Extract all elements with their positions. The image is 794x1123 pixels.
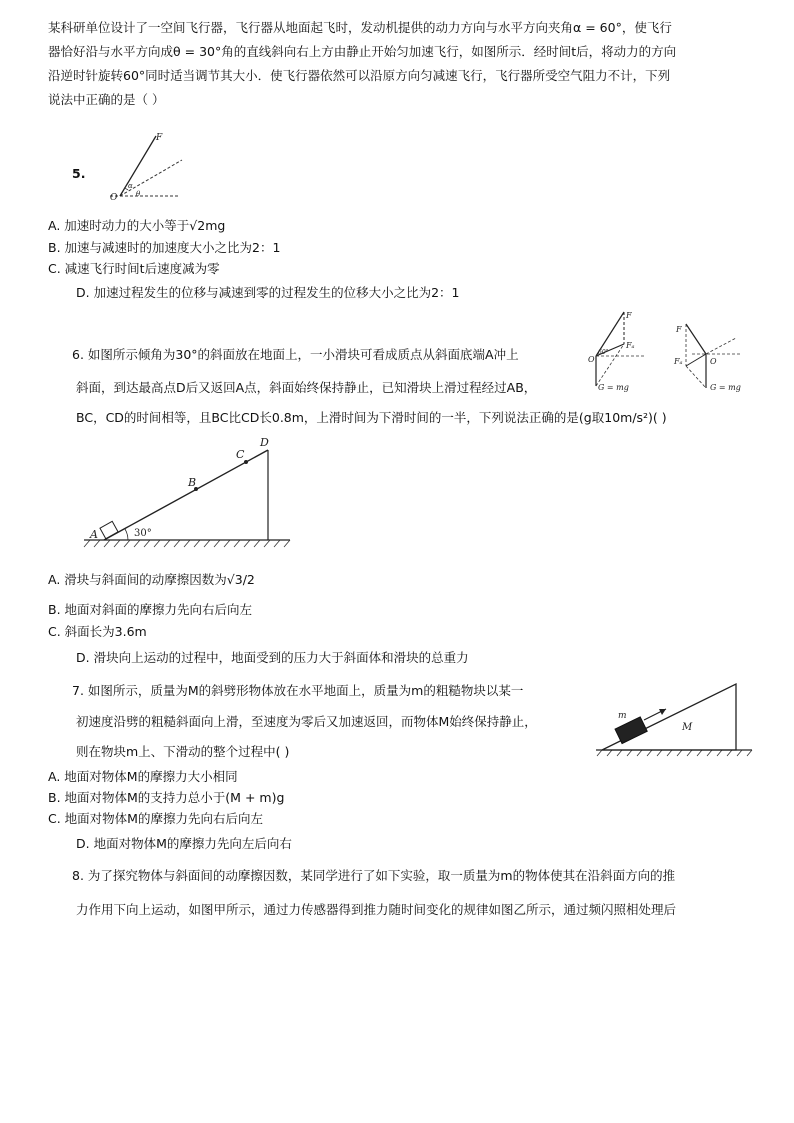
q7-stem-line-2: 初速度沿劈的粗糙斜面向上滑，至速度为零后又加速返回，而物体M始终保持静止，: [76, 714, 537, 729]
q5-label-alpha: α: [128, 182, 133, 190]
q6-option-a: A. 滑块与斜面间的动摩擦因数为√3/2: [48, 572, 255, 587]
q6-label-D: D: [260, 436, 269, 449]
q5-label-theta: θ: [136, 190, 141, 198]
q6-label-C: C: [236, 448, 245, 461]
q7-label-M: M: [682, 722, 693, 733]
q5-option-b: B. 加速与减速时的加速度大小之比为2：1: [48, 240, 281, 255]
q6-fd2-label-O: O: [710, 357, 717, 366]
q6-label-B: B: [188, 476, 197, 489]
q6-label-A: A: [90, 528, 98, 541]
q7-stem-line-1: 7. 如图所示，质量为M的斜劈形物体放在水平地面上，质量为m的粗糙物块以某一: [72, 683, 524, 698]
q5-stem-line-2: 器恰好沿与水平方向成θ = 30°角的直线斜向右上方由静止开始匀加速飞行，如图所示．经时间t后，将动力的方向: [48, 44, 677, 59]
q6-incline-figure: [84, 434, 294, 552]
q6-fd2-label-G: G = mg: [710, 383, 741, 392]
q5-stem-line-3: 沿逆时针旋转60°同时适当调节其大小．使飞行器依然可以沿原方向匀减速飞行，飞行器所受空气阻力不计，下列: [48, 68, 671, 83]
q6-fd1-label-F: F: [626, 311, 632, 320]
q6-fd2-label-Fa: Fₐ: [674, 357, 683, 366]
q7-stem-line-3: 则在物块m上、下滑动的整个过程中( ): [76, 744, 290, 759]
q7-option-c: C. 地面对物体M的摩擦力先向右后向左: [48, 811, 263, 826]
q6-force-diagram-1: [586, 306, 656, 396]
q5-label-O: O: [110, 193, 118, 203]
q5-figure: [100, 128, 190, 208]
q6-fd1-label-G: G = mg: [598, 383, 629, 392]
q7-option-b: B. 地面对物体M的支持力总小于(M + m)g: [48, 790, 285, 805]
q6-stem-line-2: 斜面，到达最高点D后又返回A点，斜面始终保持静止，已知滑块上滑过程经过AB，: [76, 380, 537, 395]
q6-force-diagram-2: [672, 318, 752, 398]
q5-option-c: C. 减速飞行时间t后速度减为零: [48, 261, 220, 276]
q6-option-b: B. 地面对斜面的摩擦力先向右后向左: [48, 602, 253, 617]
q7-option-d: D. 地面对物体M的摩擦力先向左后向右: [76, 836, 292, 851]
q6-label-angle: 30°: [134, 528, 152, 539]
q7-wedge-figure: [596, 680, 754, 758]
q5-stem-line-4: 说法中正确的是（ ）: [48, 92, 165, 107]
q6-option-c: C. 斜面长为3.6m: [48, 624, 147, 639]
q6-fd1-label-angle: 60°: [598, 349, 609, 356]
q7-label-m: m: [618, 711, 627, 721]
q6-option-d: D. 滑块向上运动的过程中，地面受到的压力大于斜面体和滑块的总重力: [76, 650, 469, 665]
q6-fd1-label-Fa: Fₐ: [626, 341, 635, 350]
q5-option-d: D. 加速过程发生的位移与减速到零的过程发生的位移大小之比为2：1: [76, 285, 460, 300]
q6-fd2-label-F: F: [676, 325, 682, 334]
q5-stem-line-1: 某科研单位设计了一空间飞行器，飞行器从地面起飞时，发动机提供的动力方向与水平方向夹角α = 60°，使飞行: [48, 20, 672, 35]
q8-stem-line-2: 力作用下向上运动，如图甲所示，通过力传感器得到推力随时间变化的规律如图乙所示，通过频闪照相处理后: [76, 902, 677, 917]
q6-fd1-label-O: O: [588, 355, 595, 364]
q5-option-a: A. 加速时动力的大小等于√2mg: [48, 218, 226, 233]
q6-stem-line-3: BC，CD的时间相等，且BC比CD长0.8m，上滑时间为下滑时间的一半，下列说法正确的是(g取10m/s²)( ): [76, 410, 667, 425]
q6-stem-line-1: 6. 如图所示倾角为30°的斜面放在地面上，一小滑块可看成质点从斜面底端A冲上: [72, 347, 519, 362]
q7-option-a: A. 地面对物体M的摩擦力大小相同: [48, 769, 238, 784]
q5-label-F: F: [156, 133, 163, 143]
q5-number: 5.: [72, 166, 86, 181]
q8-stem-line-1: 8. 为了探究物体与斜面间的动摩擦因数，某同学进行了如下实验，取一质量为m的物体使其在沿斜面方向的推: [72, 868, 676, 883]
